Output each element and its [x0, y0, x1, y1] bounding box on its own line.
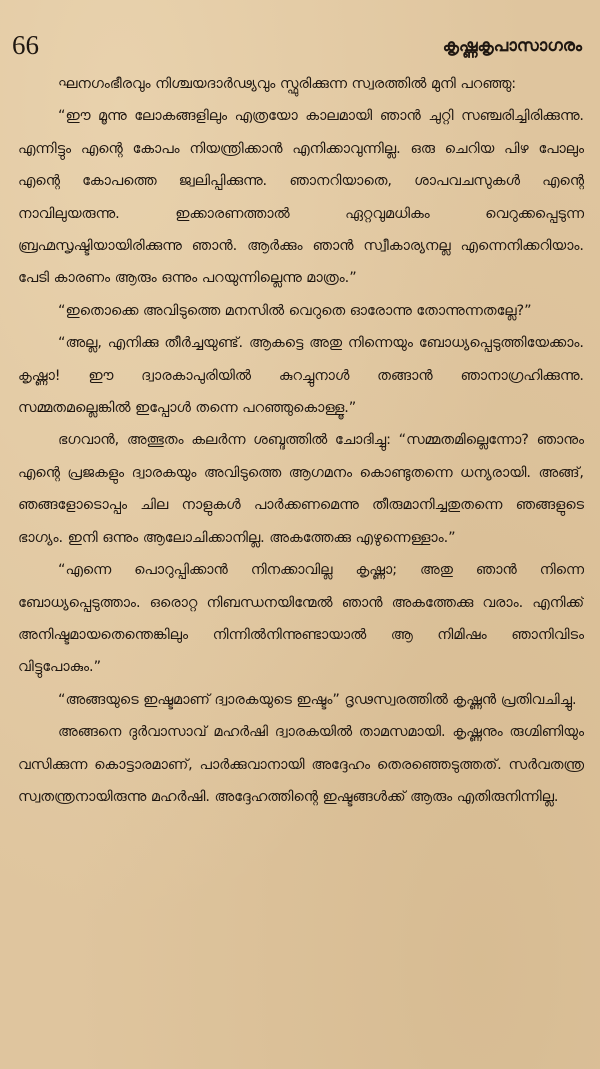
- page-number: 66: [12, 30, 39, 60]
- running-head: കൃഷ്ണകൃപാസാഗരം: [442, 36, 582, 56]
- paragraph-6: “എന്നെ പൊറുപ്പിക്കാൻ നിനക്കാവില്ല കൃഷ്ണാ; അതു ഞാൻ നിന്നെ ബോധ്യപ്പെടുത്താം. ഒരൊറ്റ നിബന്ധനയിന്മേൽ ഞാൻ അകത്തേക്കു വരാം. എനിക്ക് അനിഷ്ടമായതെന്തെങ്കിലും നിന്നിൽനിന്നുണ്ടായാൽ ആ നിമിഷം ഞാനിവിടം വിട്ടുപോകും.”: [18, 562, 584, 676]
- paragraph-8: അങ്ങനെ ദുർവാസാവ് മഹർഷി ദ്വാരകയിൽ താമസമായി. കൃഷ്ണനും രുഗ്മിണിയും വസിക്കുന്ന കൊട്ടാരമാണ്, പാർക്കുവാനായി അദ്ദേഹം തെരഞ്ഞെടുത്തത്. സർവതന്ത്ര സ്വതന്ത്രനായിരുന്നു മഹർഷി. അദ്ദേഹത്തിന്റെ ഇഷ്ടങ്ങൾക്ക് ആരും എതിരുനിന്നില്ല.: [18, 724, 584, 805]
- paragraph-4: “അല്ല, എനിക്കു തീർച്ചയുണ്ട്. ആകട്ടെ അതു നിന്നെയും ബോധ്യപ്പെടുത്തിയേക്കാം. കൃഷ്ണാ! ഈ ദ്വാരകാപുരിയിൽ കുറച്ചുനാൾ തങ്ങാൻ ഞാനാഗ്രഹിക്കുന്നു. സമ്മതമല്ലെങ്കിൽ ഇപ്പോൾ തന്നെ പറഞ്ഞുകൊള്ളൂ.”: [18, 335, 584, 417]
- paragraph-1: ഘനഗംഭീരവും നിശ്ചയദാർഢ്യവും സ്ഫുരിക്കുന്ന സ്വരത്തിൽ മുനി പറഞ്ഞു:: [58, 76, 517, 92]
- paragraph-5: ഭഗവാൻ, അത്ഭുതം കലർന്ന ശബ്ദത്തിൽ ചോദിച്ചു: “സമ്മതമില്ലെന്നോ? ഞാനും എന്റെ പ്രജകളും ദ്വാരകയും അവിടുത്തെ ആഗമനം കൊണ്ടുതന്നെ ധന്യരായി. അങ്ങ്, ഞങ്ങളോടൊപ്പം ചില നാളുകൾ പാർക്കണമെന്നു തീരുമാനിച്ചതുതന്നെ ഞങ്ങളുടെ ഭാഗ്യം. ഇനി ഒന്നും ആലോചിക്കാനില്ല. അകത്തേക്കു എഴുന്നെള്ളാം.”: [18, 432, 584, 546]
- body-text: [18, 68, 584, 1058]
- paragraph-2: “ഈ മൂന്നു ലോകങ്ങളിലും എത്രയോ കാലമായി ഞാൻ ചുറ്റി സഞ്ചരിച്ചിരിക്കുന്നു. എന്നിട്ടും എന്റെ കോപം നിയന്ത്രിക്കാൻ എനിക്കാവുന്നില്ല. ഒരു ചെറിയ പിഴ പോലും എന്റെ കോപത്തെ ജ്വലിപ്പിക്കുന്നു. ഞാനറിയാതെ, ശാപവചസുകൾ എന്റെ നാവിലുയരുന്നു. ഇക്കാരണത്താൽ ഏറ്റവുമധികം വെറുക്കപ്പെടുന്ന ബ്രഹ്മസൃഷ്ടിയായിരിക്കുന്നു ഞാൻ. ആർക്കും ഞാൻ സ്വീകാര്യനല്ല എന്നെനിക്കറിയാം. പേടി കാരണം ആരും ഒന്നും പറയുന്നില്ലെന്നു മാത്രം.”: [18, 108, 584, 287]
- paragraph-3: “ഇതൊക്കെ അവിടുത്തെ മനസിൽ വെറുതെ ഓരോന്നു തോന്നുന്നതല്ലേ?”: [58, 302, 532, 319]
- paragraph-7: “അങ്ങയുടെ ഇഷ്ടമാണ് ദ്വാരകയുടെ ഇഷ്ടം” ദൃഢസ്വരത്തിൽ കൃഷ്ണൻ പ്രതിവചിച്ചു.: [58, 691, 577, 708]
- page-header: [0, 28, 600, 62]
